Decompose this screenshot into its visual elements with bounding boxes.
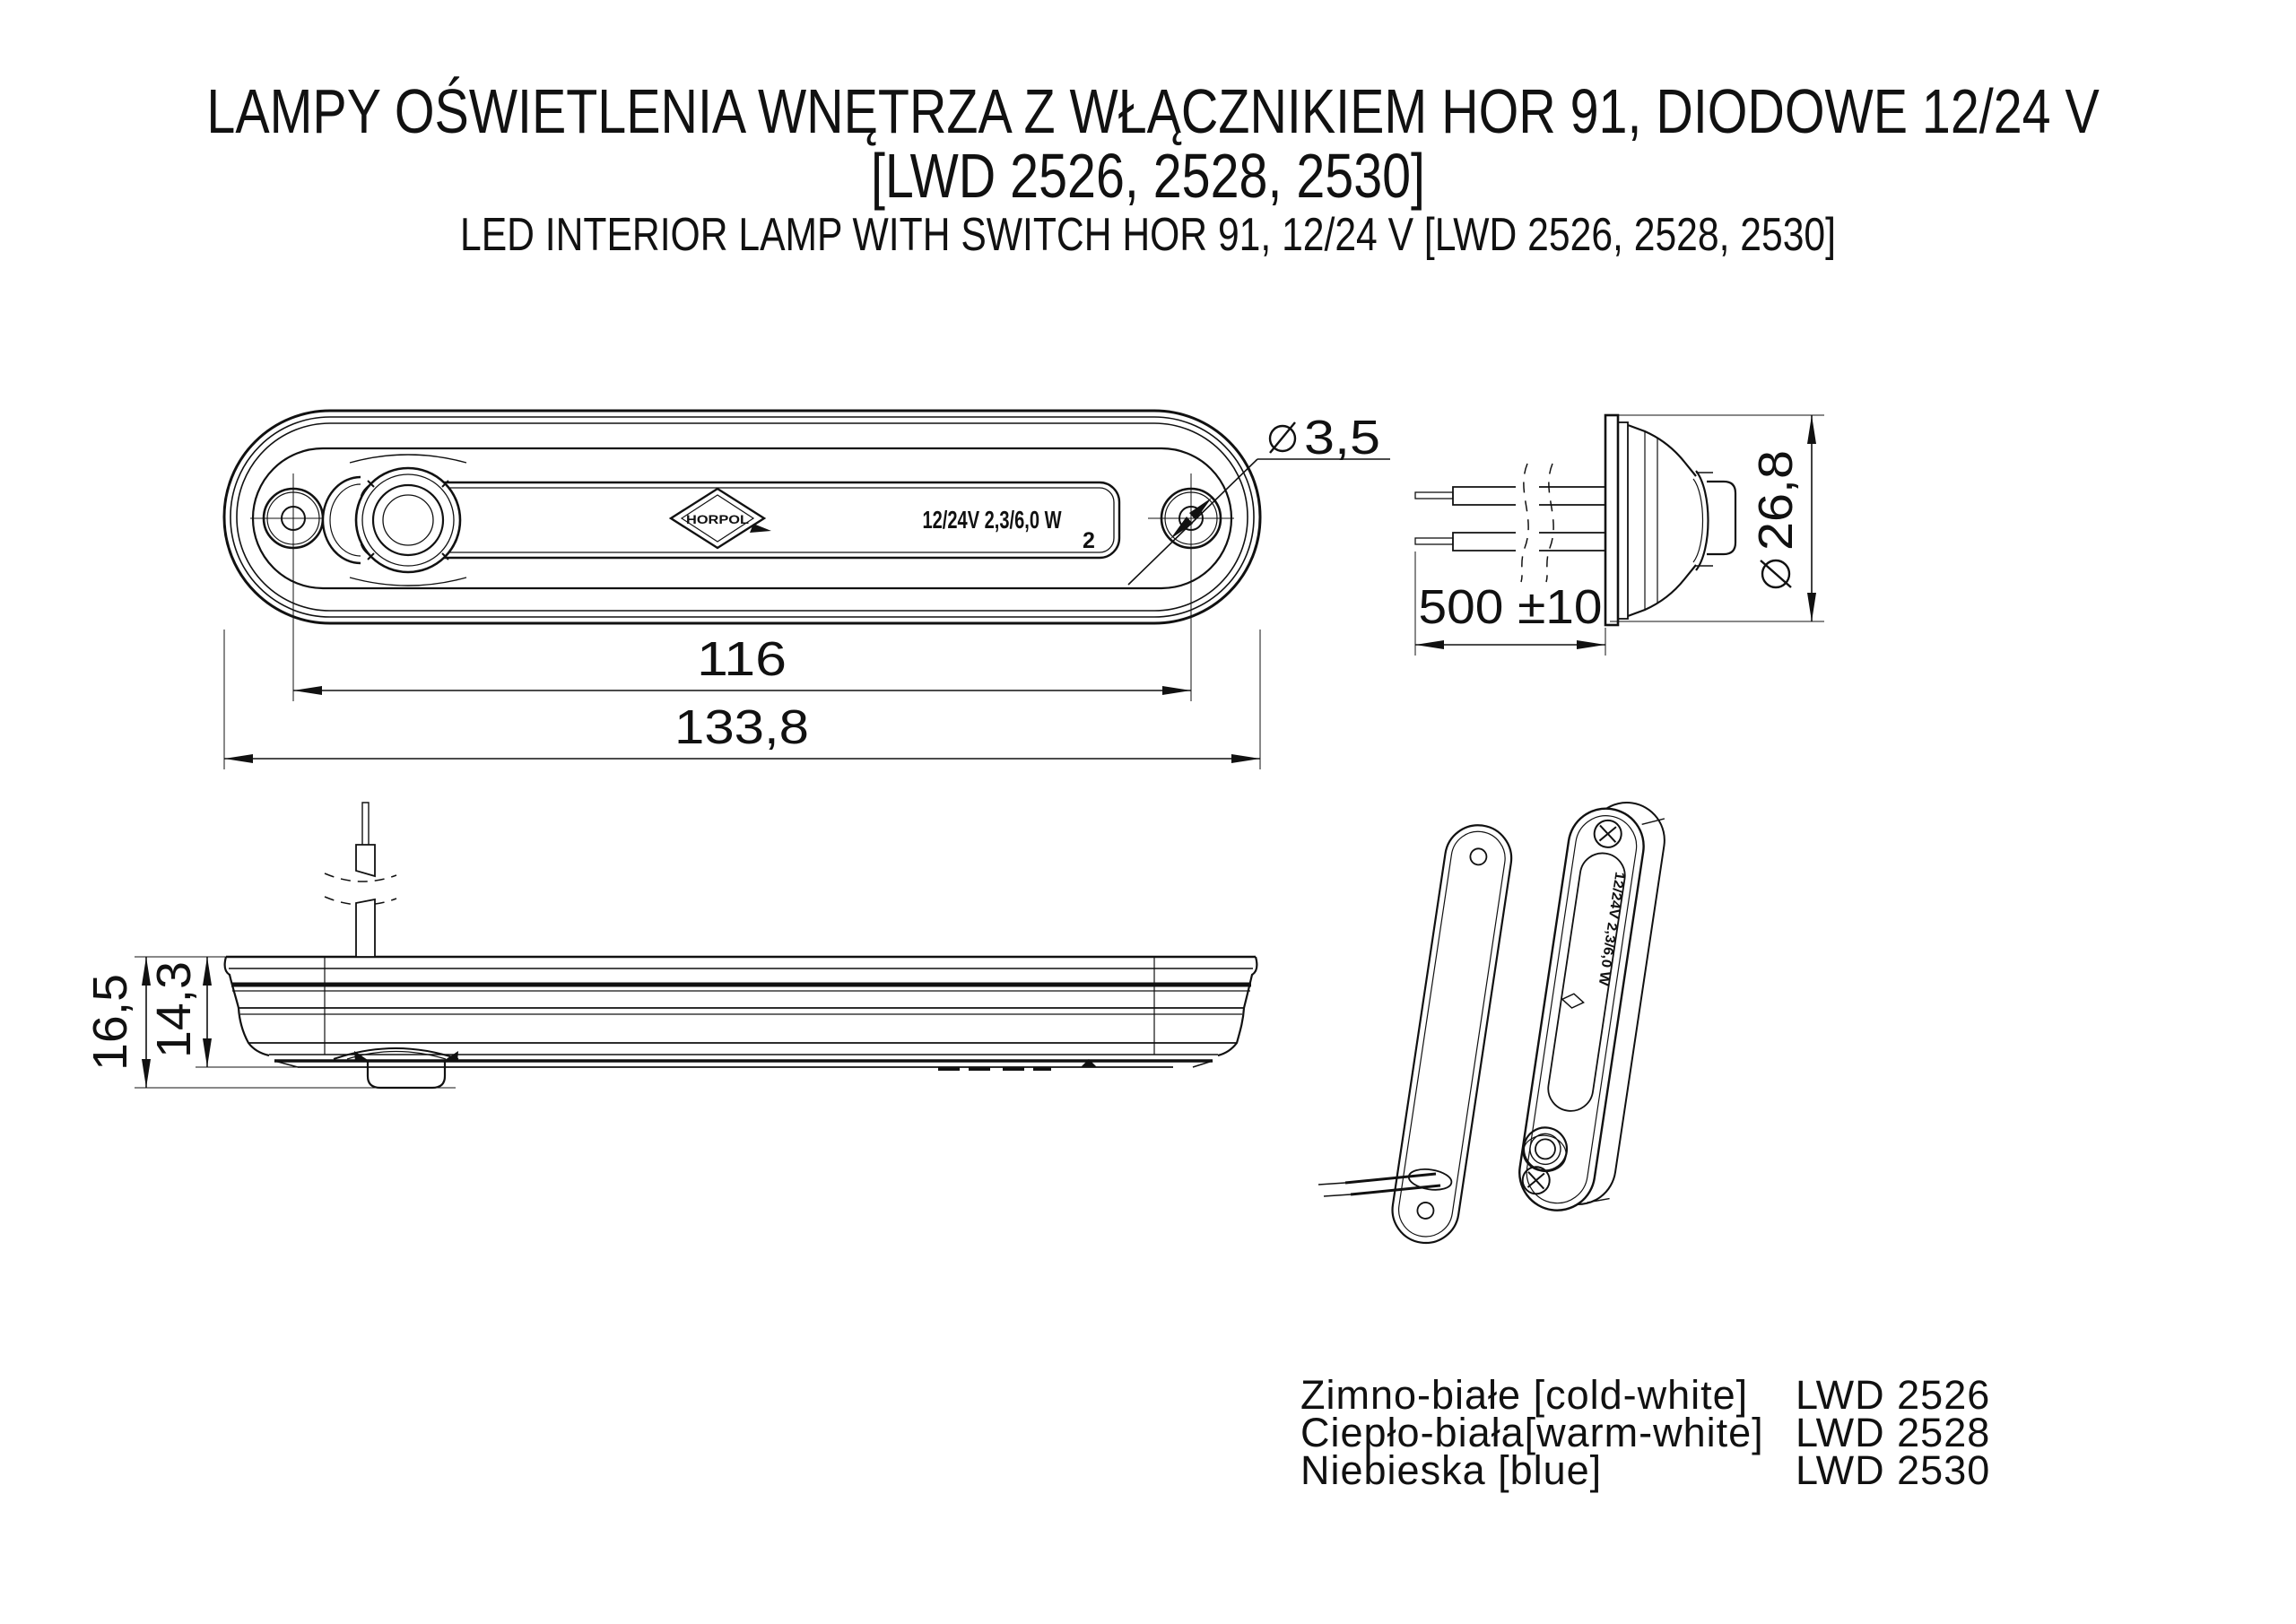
iso-wires: [1318, 1174, 1440, 1196]
iso-gasket: [1388, 821, 1517, 1247]
iso-lens-marking-label: 12/24V 2,3/6,0 W: [1596, 871, 1628, 977]
legend-row: [1300, 1410, 1991, 1455]
iso-lamp-body: [1514, 795, 1669, 1219]
legend-row: [1300, 1372, 1991, 1418]
housing-diameter-callout: [1749, 450, 1803, 587]
housing-profile: [1605, 415, 1735, 625]
logo-text: HORPOL: [686, 512, 750, 526]
dim-hole-spacing-label: 116: [697, 632, 787, 686]
legend-code-label: LWD 2528: [1796, 1410, 1991, 1455]
legend-variant-label: Ciepło-biała[warm-white]: [1300, 1410, 1764, 1455]
dim-body-height-label: 14,3: [147, 963, 201, 1058]
legend-variant-label: Niebieska [blue]: [1300, 1447, 1603, 1493]
page-title-english: LED INTERIOR LAMP WITH SWITCH HOR 91, 12/24 V [LWD 2526, 2528, 2530]: [459, 209, 1836, 261]
switch-button: [323, 455, 466, 586]
legend-variant-label: Zimno-białe [cold-white]: [1300, 1372, 1749, 1418]
iso-view: [1318, 795, 1670, 1247]
dim-hole-diameter-label: 3,5: [1304, 411, 1380, 465]
page-title-codes: [LWD 2526, 2528, 2530]: [870, 141, 1425, 211]
page-title-polish: LAMPY OŚWIETLENIA WNĘTRZA Z WŁĄCZNIKIEM HOR 91, DIODOWE 12/24 V: [206, 76, 2100, 146]
dim-height-with-switch-label: 16,5: [83, 976, 137, 1071]
legend-code-label: LWD 2530: [1796, 1447, 1991, 1493]
end-view: [1415, 415, 1824, 656]
cable-wires: [1415, 464, 1605, 582]
front-view: [224, 411, 1390, 769]
dim-overall-length-label: 133,8: [674, 700, 809, 754]
cable-side: [325, 803, 396, 957]
color-variant-legend: [1300, 1372, 1991, 1493]
lens-corner-mark: 2: [1083, 528, 1095, 553]
lens-marking-label: 12/24V 2,3/6,0 W: [922, 506, 1062, 534]
dim-cable-length-label: 500 ±10: [1418, 580, 1603, 634]
horpol-logo: [671, 489, 771, 548]
side-view: [83, 803, 1257, 1088]
dim-housing-diameter-label: 26,8: [1749, 456, 1803, 551]
legend-row: [1300, 1447, 1991, 1493]
legend-code-label: LWD 2526: [1796, 1372, 1991, 1418]
